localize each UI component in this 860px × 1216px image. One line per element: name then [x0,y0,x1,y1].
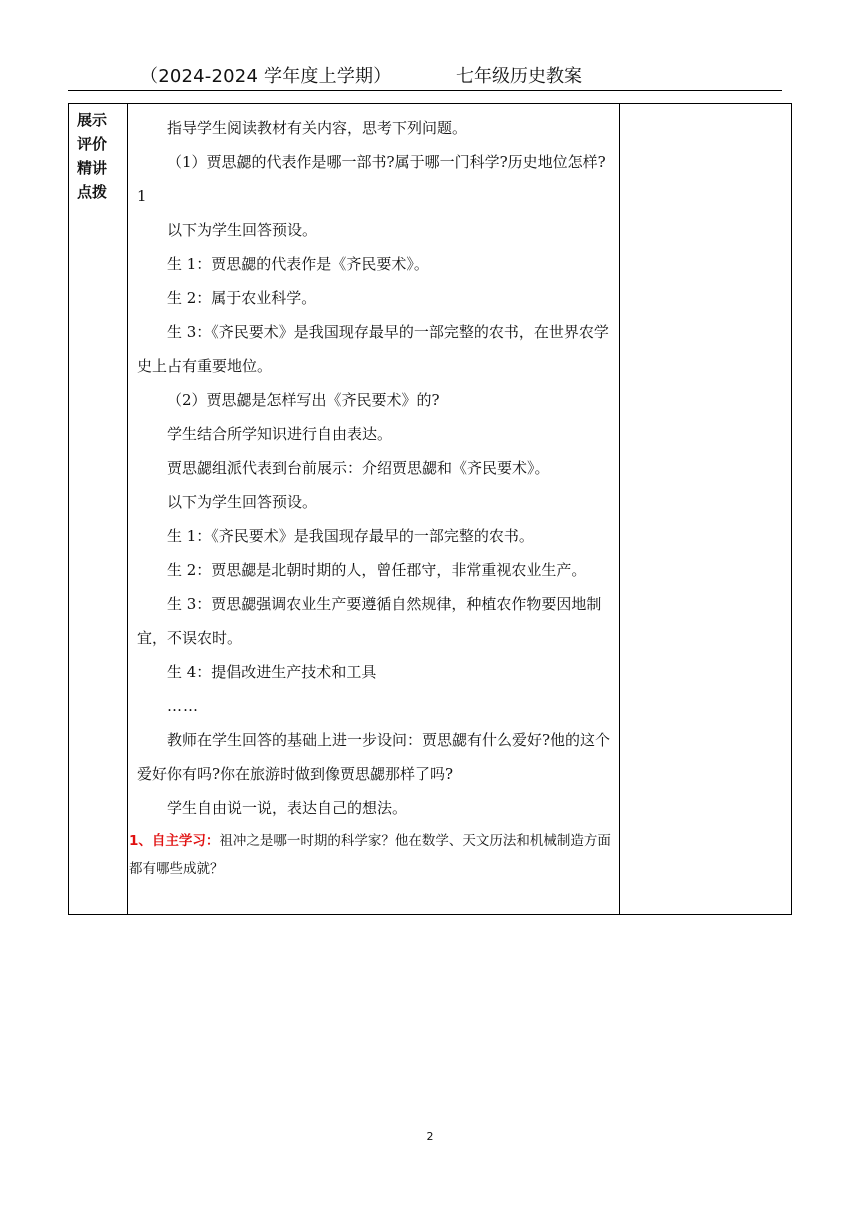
section-label-line: 点拨 [77,183,108,201]
paragraph: 生 3：贾思勰强调农业生产要遵循自然规律，种植农作物要因地制宜，不误农时。 [137,595,602,647]
document-title: 七年级历史教案 [456,66,582,87]
self-study-label: 1、自主学习： [129,833,220,849]
self-study-text: 祖冲之是哪一时期的科学家？他在数学、天文历法和机械制造方面都有哪些成就？ [129,833,611,877]
column-divider [127,104,128,914]
paragraph: 生 4：提倡改进生产技术和工具 [167,663,377,681]
paragraph: 以下为学生回答预设。 [167,221,318,239]
paragraph: 贾思勰组派代表到台前展示：介绍贾思勰和《齐民要术》。 [167,459,550,477]
paragraph: 教师在学生回答的基础上进一步设问：贾思勰有什么爱好?他的这个爱好你有吗?你在旅游时做到像贾思勰那样了吗? [137,731,611,783]
paragraph: 学生自由说一说，表达自己的想法。 [167,799,408,817]
section-label-line: 精讲 [77,159,108,177]
section-label-line: 展示 [77,111,108,129]
lesson-plan-table [68,103,792,915]
paragraph: （1）贾思勰的代表作是哪一部书?属于哪一门科学?历史地位怎样?1 [137,153,606,205]
self-study-paragraph [129,827,615,883]
paragraph: 以下为学生回答预设。 [167,493,318,511]
paragraph: 生 1：贾思勰的代表作是《齐民要术》。 [167,255,429,273]
paragraph: （2）贾思勰是怎样写出《齐民要术》的? [167,391,440,409]
ellipsis: …… [167,697,199,715]
paragraph: 生 1：《齐民要术》是我国现存最早的一部完整的农书。 [167,527,534,545]
column-divider [619,104,620,914]
school-term: （2024-2024 学年度上学期） [140,66,392,87]
page-number: 2 [426,1130,434,1143]
section-label-line: 评价 [77,135,108,153]
lesson-content [129,111,615,883]
section-label [77,108,121,204]
paragraph: 生 3：《齐民要术》是我国现存最早的一部完整的农书，在世界农学史上占有重要地位。 [137,323,609,375]
paragraph: 指导学生阅读教材有关内容，思考下列问题。 [167,119,468,137]
paragraph: 生 2：贾思勰是北朝时期的人，曾任郡守，非常重视农业生产。 [167,561,587,579]
page-header [68,60,782,91]
paragraph: 学生结合所学知识进行自由表达。 [167,425,393,443]
paragraph: 生 2：属于农业科学。 [167,289,317,307]
